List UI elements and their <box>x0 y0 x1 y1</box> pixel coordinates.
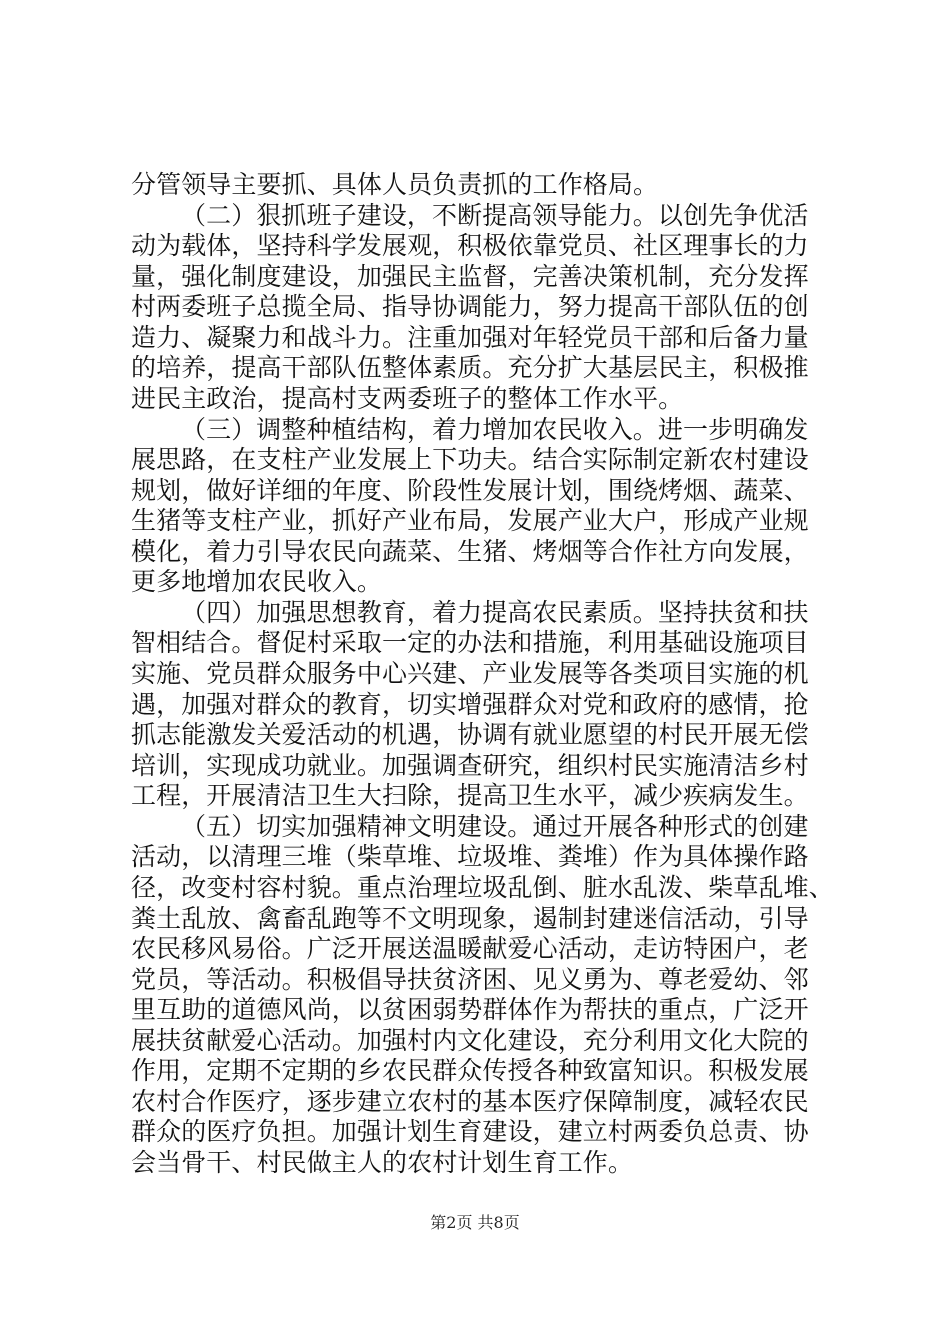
text-line-16: 智相结合。督促村采取一定的办法和措施，利用基础设施项目 <box>131 628 809 657</box>
text-line-26: 农民移风易俗。广泛开展送温暖献爱心活动，走访特困户，老 <box>131 934 809 963</box>
text-line-18: 遇，加强对群众的教育，切实增强群众对党和政府的感情，抢 <box>131 690 809 719</box>
text-line-1: 分管领导主要抓、具体人员负责抓的工作格局。 <box>131 170 659 199</box>
text-line-7: 的培养，提高干部队伍整体素质。充分扩大基层民主，积极推 <box>131 353 809 382</box>
text-line-32: 群众的医疗负担。加强计划生育建设，建立村两委负总责、协 <box>131 1117 809 1146</box>
page-number-footer: 第2页 共8页 <box>430 1213 520 1232</box>
text-line-24: 径，改变村容村貌。重点治理垃圾乱倒、脏水乱泼、柴草乱堆、 <box>131 873 834 902</box>
text-line-29: 展扶贫献爱心活动。加强村内文化建设，充分利用文化大院的 <box>131 1026 809 1055</box>
text-line-33: 会当骨干、村民做主人的农村计划生育工作。 <box>131 1148 634 1177</box>
text-line-10: 展思路，在支柱产业发展上下功夫。结合实际制定新农村建设 <box>131 445 809 474</box>
text-line-3: 动为载体，坚持科学发展观，积极依靠党员、社区理事长的力 <box>131 231 809 260</box>
text-line-4: 量，强化制度建设，加强民主监督，完善决策机制，充分发挥 <box>131 262 809 291</box>
text-line-11: 规划，做好详细的年度、阶段性发展计划，围绕烤烟、蔬菜、 <box>131 476 809 505</box>
text-line-30: 作用，定期不定期的乡农民群众传授各种致富知识。积极发展 <box>131 1056 809 1085</box>
text-line-20: 培训，实现成功就业。加强调查研究，组织村民实施清洁乡村 <box>131 751 809 780</box>
text-line-25: 粪土乱放、禽畜乱跑等不文明现象，遏制封建迷信活动，引导 <box>131 904 809 933</box>
text-line-9: （三）调整种植结构，着力增加农民收入。进一步明确发 <box>181 415 809 444</box>
text-line-14: 更多地增加农民收入。 <box>131 567 383 596</box>
text-line-27: 党员，等活动。积极倡导扶贫济困、见义勇为、尊老爱幼、邻 <box>131 965 809 994</box>
text-line-5: 村两委班子总揽全局、指导协调能力，努力提高干部队伍的创 <box>131 292 809 321</box>
text-line-28: 里互助的道德风尚，以贫困弱势群体作为帮扶的重点，广泛开 <box>131 995 809 1024</box>
text-line-17: 实施、党员群众服务中心兴建、产业发展等各类项目实施的机 <box>131 659 809 688</box>
text-line-8: 进民主政治，提高村支两委班子的整体工作水平。 <box>131 384 684 413</box>
text-line-2: （二）狠抓班子建设，不断提高领导能力。以创先争优活 <box>181 201 809 230</box>
text-line-15: （四）加强思想教育，着力提高农民素质。坚持扶贫和扶 <box>181 598 809 627</box>
text-line-12: 生猪等支柱产业，抓好产业布局，发展产业大户，形成产业规 <box>131 506 809 535</box>
text-line-23: 活动，以清理三堆（柴草堆、垃圾堆、粪堆）作为具体操作路 <box>131 842 809 871</box>
text-line-31: 农村合作医疗，逐步建立农村的基本医疗保障制度，减轻农民 <box>131 1087 809 1116</box>
text-line-19: 抓志能激发关爱活动的机遇，协调有就业愿望的村民开展无偿 <box>131 720 809 749</box>
text-line-6: 造力、凝聚力和战斗力。注重加强对年轻党员干部和后备力量 <box>131 323 809 352</box>
text-line-13: 模化，着力引导农民向蔬菜、生猪、烤烟等合作社方向发展， <box>131 537 809 566</box>
text-line-21: 工程，开展清洁卫生大扫除，提高卫生水平，减少疾病发生。 <box>131 781 809 810</box>
text-line-22: （五）切实加强精神文明建设。通过开展各种形式的创建 <box>181 812 809 841</box>
